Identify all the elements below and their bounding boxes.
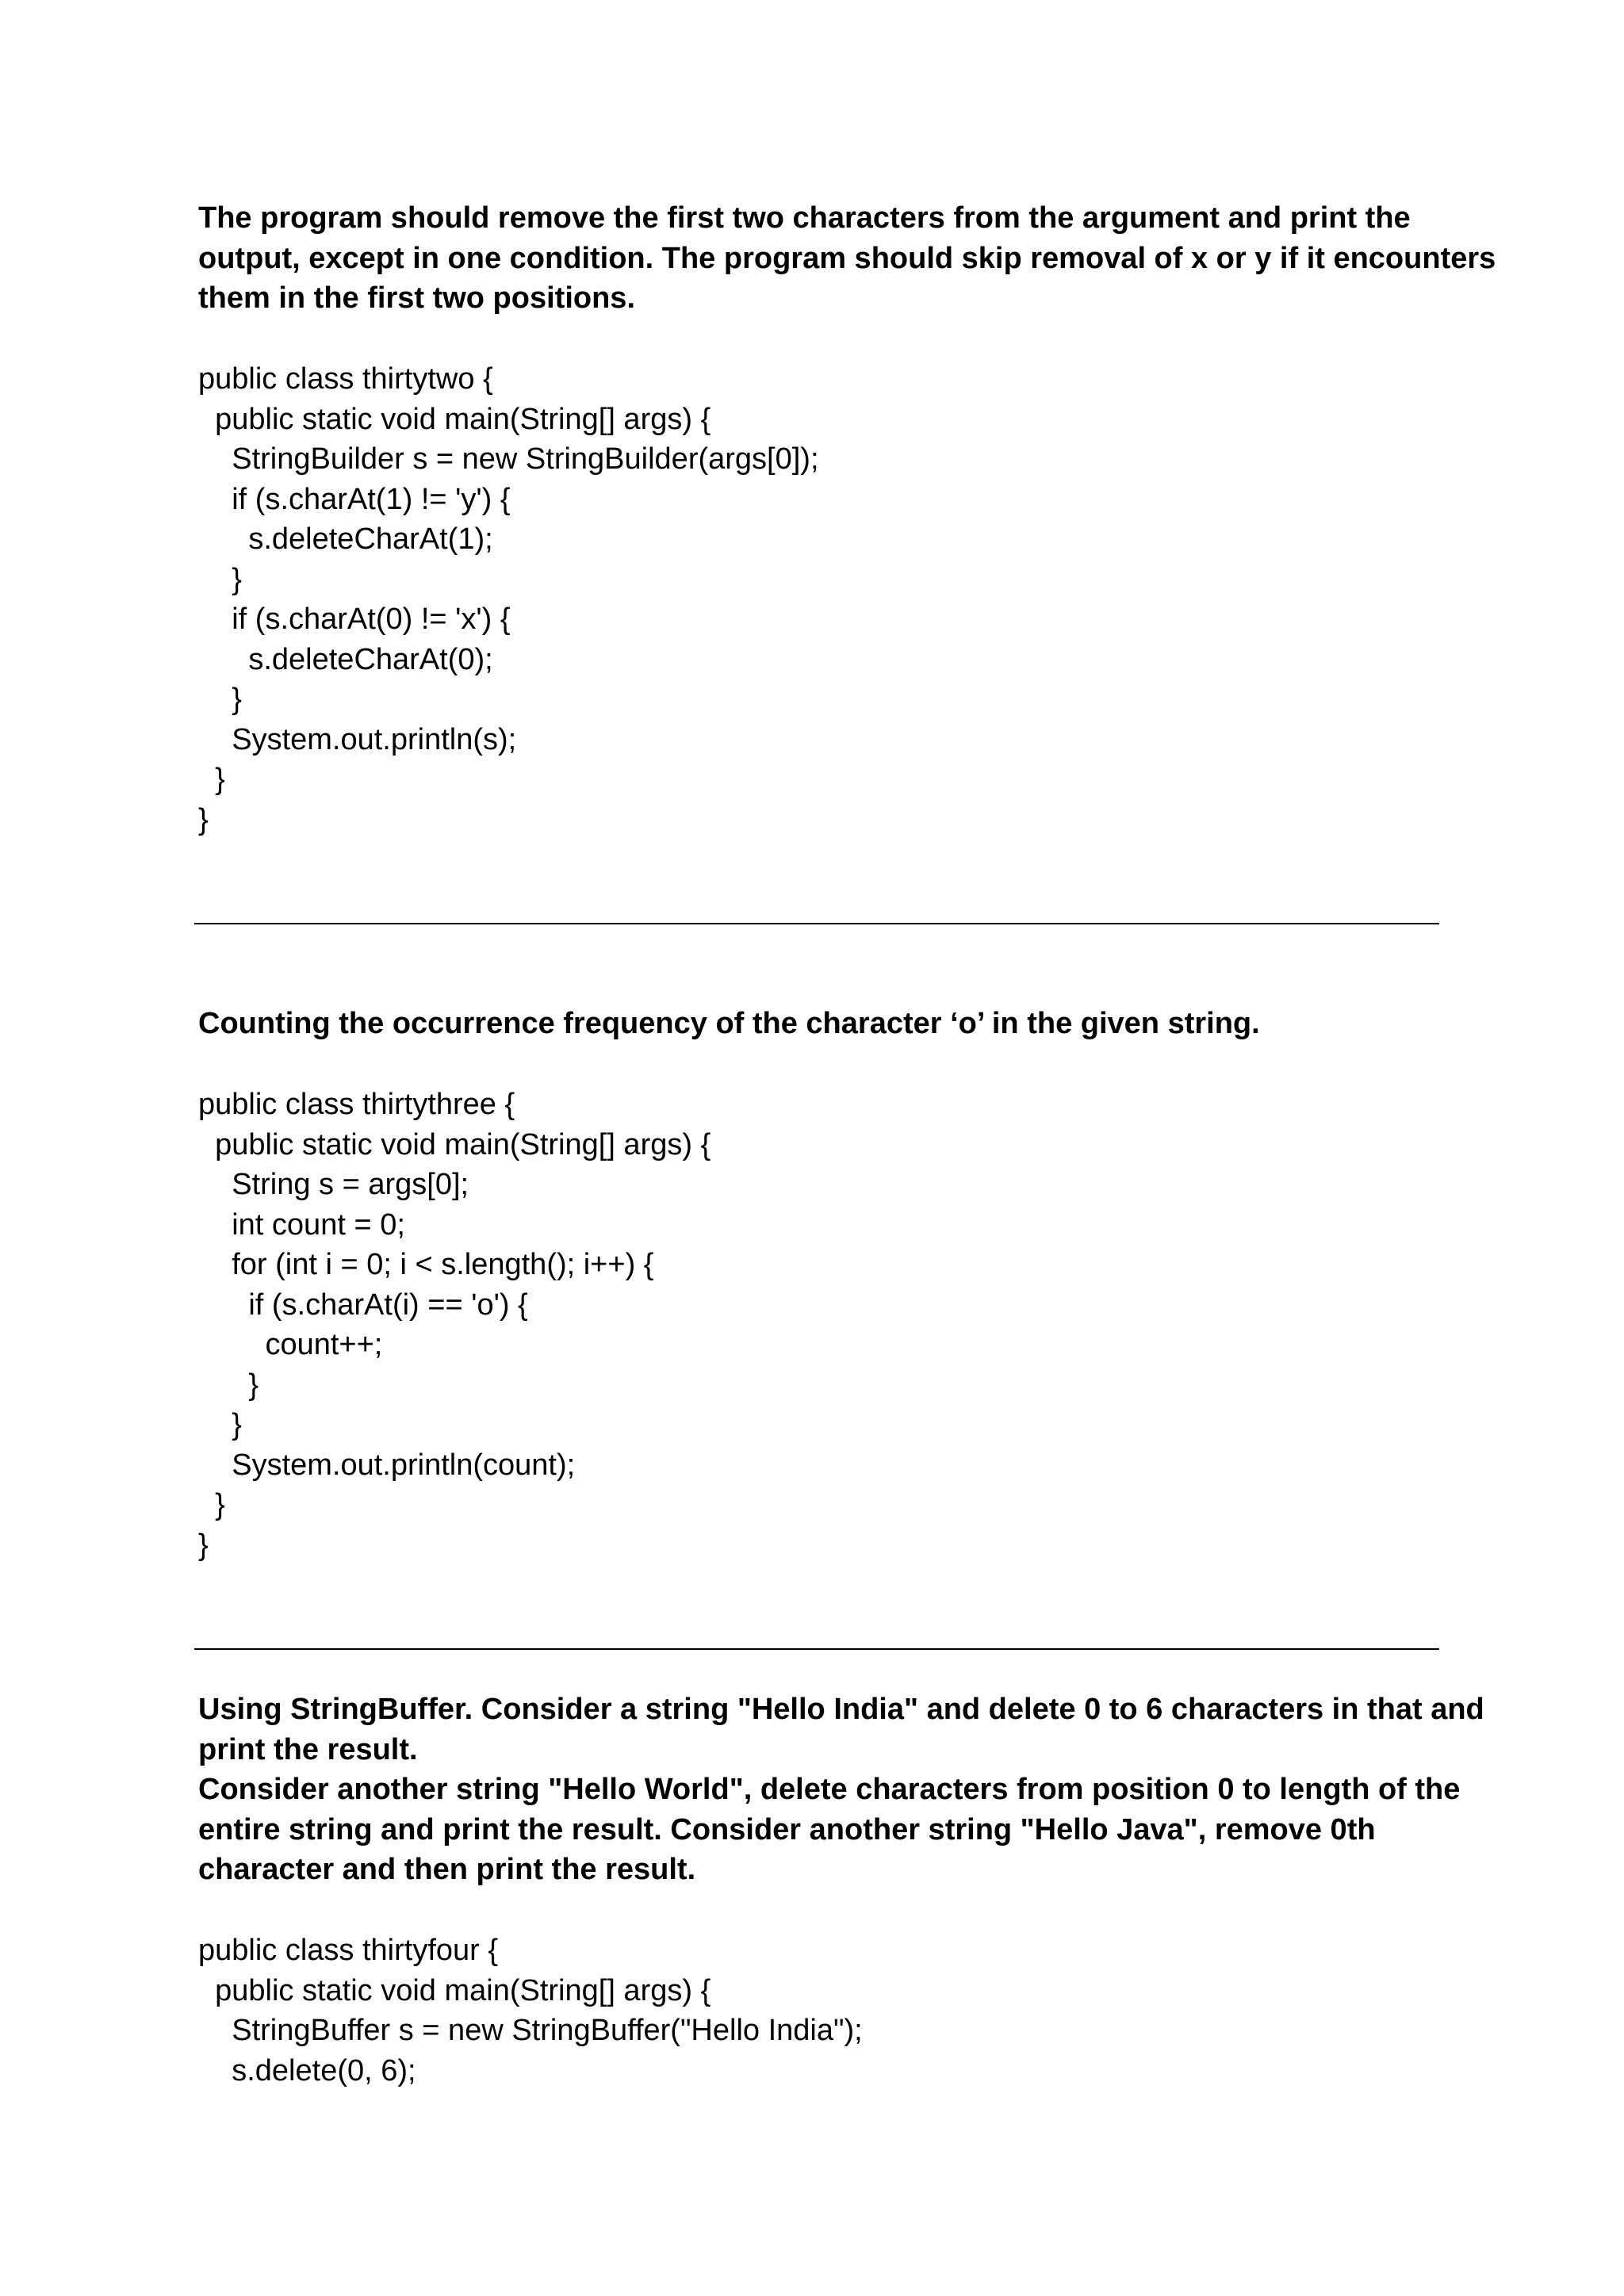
question-32-code: [198, 359, 1435, 840]
code-line: for (int i = 0; i < s.length(); i++) {: [198, 1248, 654, 1281]
question-34-code: [198, 1931, 1435, 2091]
code-line: if (s.charAt(1) != 'y') {: [198, 482, 511, 516]
section-divider: [194, 923, 1439, 924]
code-line: }: [198, 802, 209, 836]
code-line: }: [198, 1488, 225, 1521]
code-line: public static void main(String[] args) {: [198, 402, 711, 436]
prompt-line: Consider another string "Hello World", delete characters from position 0 to length of the: [198, 1773, 1461, 1806]
prompt-line: print the result.: [198, 1732, 418, 1766]
prompt-text: [198, 198, 1496, 319]
code-line: s.deleteCharAt(0);: [198, 642, 493, 676]
code-block: [198, 359, 1435, 840]
prompt-line: Using StringBuffer. Consider a string "Hello India" and delete 0 to 6 characters in that and: [198, 1693, 1484, 1726]
section-divider: [194, 1648, 1439, 1650]
prompt-line: output, except in one condition. The program should skip removal of x or y if it encounters: [198, 241, 1496, 275]
code-line: public class thirtytwo {: [198, 362, 493, 396]
question-33-code: [198, 1085, 1435, 1565]
prompt-line: The program should remove the first two characters from the argument and print the: [198, 201, 1411, 235]
code-line: if (s.charAt(i) == 'o') {: [198, 1288, 528, 1322]
code-line: if (s.charAt(0) != 'x') {: [198, 603, 511, 636]
code-line: }: [198, 763, 225, 796]
code-line: s.deleteCharAt(1);: [198, 522, 493, 556]
code-line: count++;: [198, 1328, 383, 1361]
code-block: [198, 1931, 1435, 2091]
prompt-line: character and then print the result.: [198, 1853, 696, 1886]
code-line: int count = 0;: [198, 1207, 405, 1242]
code-line: }: [198, 1528, 209, 1562]
prompt-text: [198, 1004, 1435, 1044]
code-line: s.delete(0, 6);: [198, 2053, 416, 2087]
code-line: }: [198, 683, 242, 716]
question-32-prompt: [198, 198, 1496, 319]
code-line: }: [198, 1368, 259, 1402]
code-line: System.out.println(s);: [198, 722, 517, 756]
code-line: public class thirtythree {: [198, 1088, 515, 1121]
code-line: public static void main(String[] args) {: [198, 1127, 711, 1161]
question-34-prompt: [198, 1689, 1484, 1890]
code-line: System.out.println(count);: [198, 1448, 576, 1482]
code-line: }: [198, 1408, 242, 1441]
prompt-line: entire string and print the result. Consider another string "Hello Java", remove 0th: [198, 1812, 1376, 1846]
code-block: [198, 1085, 1435, 1565]
code-line: public class thirtyfour {: [198, 1934, 499, 1967]
code-line: StringBuilder s = new StringBuilder(args[0]);: [198, 442, 819, 476]
code-line: StringBuffer s = new StringBuffer("Hello India");: [198, 2014, 863, 2047]
question-33-prompt: [198, 1004, 1435, 1044]
prompt-line: Counting the occurrence frequency of the character ‘o’ in the given string.: [198, 1007, 1260, 1040]
prompt-text: [198, 1689, 1484, 1890]
prompt-line: them in the first two positions.: [198, 281, 635, 315]
code-line: }: [198, 562, 242, 596]
code-line: public static void main(String[] args) {: [198, 1973, 711, 2007]
code-line: String s = args[0];: [198, 1168, 469, 1201]
